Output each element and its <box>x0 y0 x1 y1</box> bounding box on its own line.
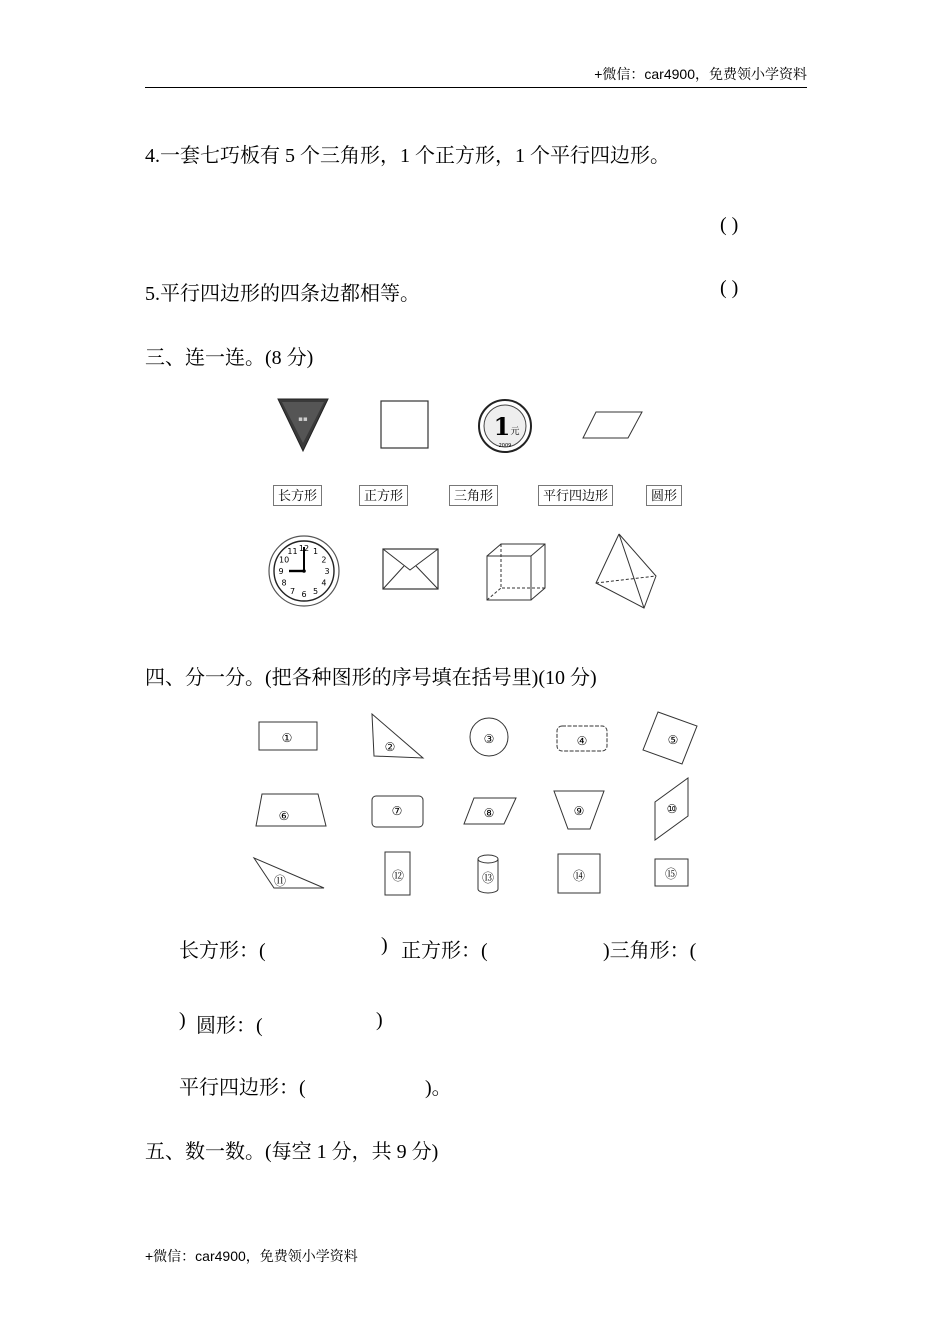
rect-answer-blank[interactable] <box>278 934 378 958</box>
header-rule <box>145 87 807 88</box>
shape-12-tall-rectangle <box>384 851 412 897</box>
clock-number: 8 <box>281 578 287 588</box>
shape-12-number: ⑫ <box>391 869 405 883</box>
shape-1-number: ① <box>281 731 293 745</box>
shape-9-inverted-trapezoid <box>552 789 606 831</box>
shape-8-number: ⑧ <box>483 806 495 820</box>
pennant-triangle-picture <box>276 397 331 453</box>
shape-11-obtuse-triangle <box>252 856 326 892</box>
clock-number: 6 <box>301 590 307 599</box>
shape-14-square <box>557 853 603 895</box>
clock-number: 5 <box>312 586 319 596</box>
label-parallelogram[interactable]: 平行四边形 <box>538 485 613 506</box>
circle-answer-blank[interactable] <box>272 1009 372 1033</box>
square-close-triangle-label: )三角形：( <box>603 940 697 962</box>
shape-4-number: ④ <box>576 734 588 748</box>
question-4: 4.一套七巧板有 5 个三角形，1 个正方形，1 个平行四边形。 <box>145 145 670 167</box>
coin-numeral: 1 <box>493 412 511 441</box>
shape-7-rounded-rectangle <box>370 794 426 830</box>
shape-2-triangle <box>368 712 426 760</box>
cube-picture <box>485 542 547 602</box>
triangle-answer-close: ) <box>179 1009 186 1031</box>
shape-3-number: ③ <box>483 732 495 746</box>
parallelogram-answer-close: )。 <box>425 1077 452 1099</box>
shape-6-trapezoid <box>254 792 328 828</box>
shape-5-number: ⑤ <box>667 733 679 747</box>
rect-answer-label: 长方形：( <box>179 940 266 962</box>
shape-10-slanted-parallelogram <box>652 776 692 842</box>
shape-4-wavy-rectangle <box>554 723 610 755</box>
pyramid-picture <box>594 532 658 612</box>
shape-11-number: ⑪ <box>273 874 287 888</box>
label-circle[interactable]: 圆形 <box>646 485 682 506</box>
shape-2-number: ② <box>384 740 396 754</box>
clock-number: 9 <box>278 567 284 576</box>
shape-13-number: ⑬ <box>481 871 495 885</box>
svg-text:▪▪: ▪▪ <box>298 415 308 423</box>
label-square[interactable]: 正方形 <box>359 485 408 506</box>
parallelogram-picture <box>582 410 644 440</box>
label-rectangle[interactable]: 长方形 <box>273 485 322 506</box>
square-answer-label: 正方形：( <box>401 940 488 962</box>
parallelogram-answer-blank[interactable] <box>322 1071 422 1095</box>
envelope-picture <box>382 548 440 592</box>
clock-number: 11 <box>287 547 298 557</box>
rect-answer-close: ) <box>381 934 388 956</box>
section-4-title: 四、分一分。(把各种图形的序号填在括号里)(10 分) <box>145 667 597 689</box>
shape-1-rectangle <box>258 721 320 753</box>
square-answer-blank[interactable] <box>500 934 600 958</box>
answer-blank-4[interactable]: ( ) <box>720 214 739 236</box>
label-triangle[interactable]: 三角形 <box>449 485 498 506</box>
clock-number: 2 <box>321 555 327 565</box>
circle-answer-close: ) <box>376 1009 383 1031</box>
parallelogram-answer-label: 平行四边形：( <box>179 1077 306 1099</box>
coin-year: 2009 <box>498 443 512 449</box>
question-5: 5.平行四边形的四条边都相等。 <box>145 283 420 305</box>
shape-5-tilted-square <box>641 710 699 766</box>
clock-number: 4 <box>321 578 327 588</box>
shape-3-circle <box>468 716 510 758</box>
clock-number: 3 <box>324 567 330 576</box>
page-footer: +微信：car4900，免费领小学资料 <box>145 1248 358 1264</box>
section-5-title: 五、数一数。(每空 1 分，共 9 分) <box>145 1141 439 1163</box>
clock-number: 1 <box>312 547 319 557</box>
section-3-title: 三、连一连。(8 分) <box>145 347 314 369</box>
coin-unit: 元 <box>510 427 520 437</box>
answer-blank-5[interactable]: ( ) <box>720 277 739 299</box>
shape-13-cylinder <box>476 853 500 895</box>
shape-10-number: ⑩ <box>666 802 678 816</box>
shape-9-number: ⑨ <box>573 804 585 818</box>
shape-7-number: ⑦ <box>391 804 403 818</box>
circle-answer-label: 圆形：( <box>196 1015 263 1037</box>
shape-6-number: ⑥ <box>278 809 290 823</box>
coin-picture <box>477 398 533 454</box>
page-header: +微信：car4900，免费领小学资料 <box>594 66 807 82</box>
shape-15-small-square <box>654 858 690 888</box>
clock-number: 7 <box>289 586 296 596</box>
clock-number: 10 <box>279 555 290 565</box>
clock-picture <box>268 535 340 607</box>
shape-14-number: ⑭ <box>572 869 586 883</box>
shape-15-number: ⑮ <box>664 867 678 881</box>
square-picture <box>380 400 430 450</box>
clock-number: 12 <box>298 544 310 553</box>
shape-8-parallelogram <box>462 796 518 828</box>
